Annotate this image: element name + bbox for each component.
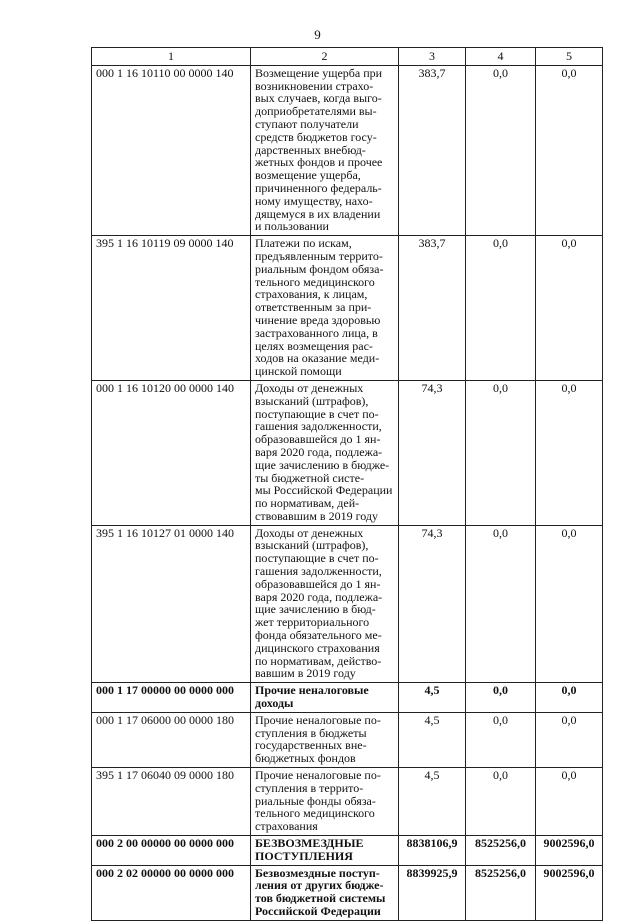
description-line: Платежи по искам, — [255, 236, 352, 251]
description-line: застрахованного лица, в — [255, 325, 378, 340]
budget-classification-code: 000 1 17 06000 00 0000 180 — [92, 712, 251, 767]
description-line: ному имуществу, нахо- — [255, 193, 373, 208]
description-line: риальные фонды обяза- — [255, 793, 376, 808]
column-header: 5 — [536, 48, 603, 66]
description-line: доприобретателями вы- — [255, 104, 377, 119]
description-line: тельного медицинского — [255, 274, 375, 289]
description-line: и пользовании — [255, 219, 329, 234]
amount-v3: 8838106,9 — [399, 836, 466, 866]
table-row — [92, 712, 603, 767]
description-line: образовавшейся до 1 ян- — [255, 432, 381, 447]
description-line: предъявленным террито- — [255, 248, 383, 263]
description-line: ствовавшим в 2019 году — [255, 508, 378, 523]
amount-v3: 74,3 — [399, 380, 466, 525]
description-line: тельного медицинского — [255, 806, 375, 821]
amount-v4: 0,0 — [466, 65, 536, 235]
description-line: варя 2020 года, подлежа- — [255, 589, 383, 604]
description-line: ступают получатели — [255, 116, 359, 131]
page-number: 9 — [314, 27, 321, 42]
description-line: ступления в террито- — [255, 780, 364, 795]
amount-v5: 0,0 — [536, 65, 603, 235]
income-description — [251, 236, 399, 381]
description-line: фонда обязательного ме- — [255, 628, 382, 643]
description-line: вых случаев, когда выго- — [255, 91, 382, 106]
income-description — [251, 65, 399, 235]
table-row — [92, 525, 603, 683]
income-description — [251, 380, 399, 525]
amount-v3: 383,7 — [399, 65, 466, 235]
amount-v4: 8525256,0 — [466, 836, 536, 866]
description-line: Доходы от денежных — [255, 525, 364, 540]
description-line: страхования, к лицам, — [255, 287, 368, 302]
budget-classification-code: 000 2 02 00000 00 0000 000 — [92, 865, 251, 920]
description-line: мы Российской Федерации — [255, 483, 393, 498]
description-line: целях возмещения рас- — [255, 338, 373, 353]
budget-classification-code: 000 2 00 00000 00 0000 000 — [92, 836, 251, 866]
description-line: поступающие в счет по- — [255, 551, 379, 566]
table-row — [92, 380, 603, 525]
description-line: средств бюджетов госу- — [255, 129, 377, 144]
amount-v5: 0,0 — [536, 380, 603, 525]
column-header: 4 — [466, 48, 536, 66]
description-line: по нормативам, действо- — [255, 653, 382, 668]
description-line: дящемуся в их владении — [255, 206, 381, 221]
amount-v5: 0,0 — [536, 768, 603, 836]
description-line: образовавшейся до 1 ян- — [255, 576, 381, 591]
description-line: Безвозмездные поступ- — [255, 865, 380, 880]
description-line: возникновении страхо- — [255, 78, 374, 93]
description-line: жет территориального — [255, 615, 370, 630]
amount-v4: 0,0 — [466, 712, 536, 767]
amount-v4: 0,0 — [466, 236, 536, 381]
description-line: ПОСТУПЛЕНИЯ — [255, 848, 353, 863]
amount-v5: 0,0 — [536, 525, 603, 683]
description-line: гашения задолженности, — [255, 419, 382, 434]
description-line: жетных фондов и прочее — [255, 155, 383, 170]
budget-classification-code: 395 1 16 10127 01 0000 140 — [92, 525, 251, 683]
table-row — [92, 683, 603, 713]
amount-v3: 8839925,9 — [399, 865, 466, 920]
budget-classification-code: 395 1 16 10119 09 0000 140 — [92, 236, 251, 381]
description-line: риальным фондом обяза- — [255, 261, 384, 276]
column-header: 1 — [92, 48, 251, 66]
description-line: страхования — [255, 819, 318, 834]
table-row — [92, 865, 603, 920]
description-line: Прочие неналоговые по- — [255, 768, 381, 783]
description-line: ходов на оказание меди- — [255, 351, 380, 366]
budget-classification-code: 395 1 17 06040 09 0000 180 — [92, 768, 251, 836]
amount-v5: 0,0 — [536, 236, 603, 381]
description-line: Доходы от денежных — [255, 380, 364, 395]
income-description — [251, 865, 399, 920]
description-line: бюджетных фондов — [255, 751, 356, 766]
description-line: гашения задолженности, — [255, 564, 382, 579]
description-line: ления от других бюдже- — [255, 878, 384, 893]
description-line: причиненного федераль- — [255, 180, 382, 195]
description-line: щие зачислению в бюдже- — [255, 457, 390, 472]
budget-classification-code: 000 1 16 10120 00 0000 140 — [92, 380, 251, 525]
description-line: взысканий (штрафов), — [255, 538, 369, 553]
description-line: поступающие в счет по- — [255, 406, 379, 421]
table-row — [92, 836, 603, 866]
amount-v4: 8525256,0 — [466, 865, 536, 920]
amount-v3: 4,5 — [399, 683, 466, 713]
income-description — [251, 836, 399, 866]
amount-v5: 0,0 — [536, 683, 603, 713]
income-description — [251, 683, 399, 713]
amount-v4: 0,0 — [466, 683, 536, 713]
budget-table — [91, 47, 603, 921]
description-line: щие зачислению в бюд- — [255, 602, 376, 617]
description-line: Российской Федерации — [255, 904, 381, 918]
income-description — [251, 712, 399, 767]
amount-v5: 9002596,0 — [536, 865, 603, 920]
amount-v3: 4,5 — [399, 712, 466, 767]
column-header: 2 — [251, 48, 399, 66]
description-line: ступления в бюджеты — [255, 725, 367, 740]
description-line: возмещение ущерба, — [255, 168, 361, 183]
income-description — [251, 525, 399, 683]
description-line: тов бюджетной системы — [255, 891, 386, 906]
description-line: Возмещение ущерба при — [255, 65, 383, 80]
table-row — [92, 236, 603, 381]
budget-classification-code: 000 1 16 10110 00 0000 140 — [92, 65, 251, 235]
amount-v3: 4,5 — [399, 768, 466, 836]
description-line: ты бюджетной систе- — [255, 470, 365, 485]
description-line: по нормативам, дей- — [255, 496, 360, 511]
amount-v4: 0,0 — [466, 380, 536, 525]
description-line: Прочие неналоговые по- — [255, 712, 381, 727]
table-row — [92, 768, 603, 836]
description-line: ответственным за при- — [255, 300, 372, 315]
income-description — [251, 768, 399, 836]
description-line: Прочие неналоговые — [255, 683, 369, 698]
column-header: 3 — [399, 48, 466, 66]
amount-v5: 0,0 — [536, 712, 603, 767]
description-line: БЕЗВОЗМЕЗДНЫЕ — [255, 836, 364, 851]
amount-v3: 74,3 — [399, 525, 466, 683]
description-line: цинской помощи — [255, 364, 342, 379]
description-line: дицинского страхования — [255, 640, 380, 655]
description-line: государственных вне- — [255, 738, 367, 753]
description-line: чинение вреда здоровью — [255, 312, 381, 327]
description-line: взысканий (штрафов), — [255, 393, 369, 408]
amount-v4: 0,0 — [466, 525, 536, 683]
description-line: доходы — [255, 696, 294, 711]
description-line: вавшим в 2019 году — [255, 666, 356, 681]
amount-v4: 0,0 — [466, 768, 536, 836]
description-line: варя 2020 года, подлежа- — [255, 444, 383, 459]
amount-v3: 383,7 — [399, 236, 466, 381]
amount-v5: 9002596,0 — [536, 836, 603, 866]
description-line: дарственных внебюд- — [255, 142, 366, 157]
table-header-row — [92, 48, 603, 66]
table-row — [92, 65, 603, 235]
budget-classification-code: 000 1 17 00000 00 0000 000 — [92, 683, 251, 713]
